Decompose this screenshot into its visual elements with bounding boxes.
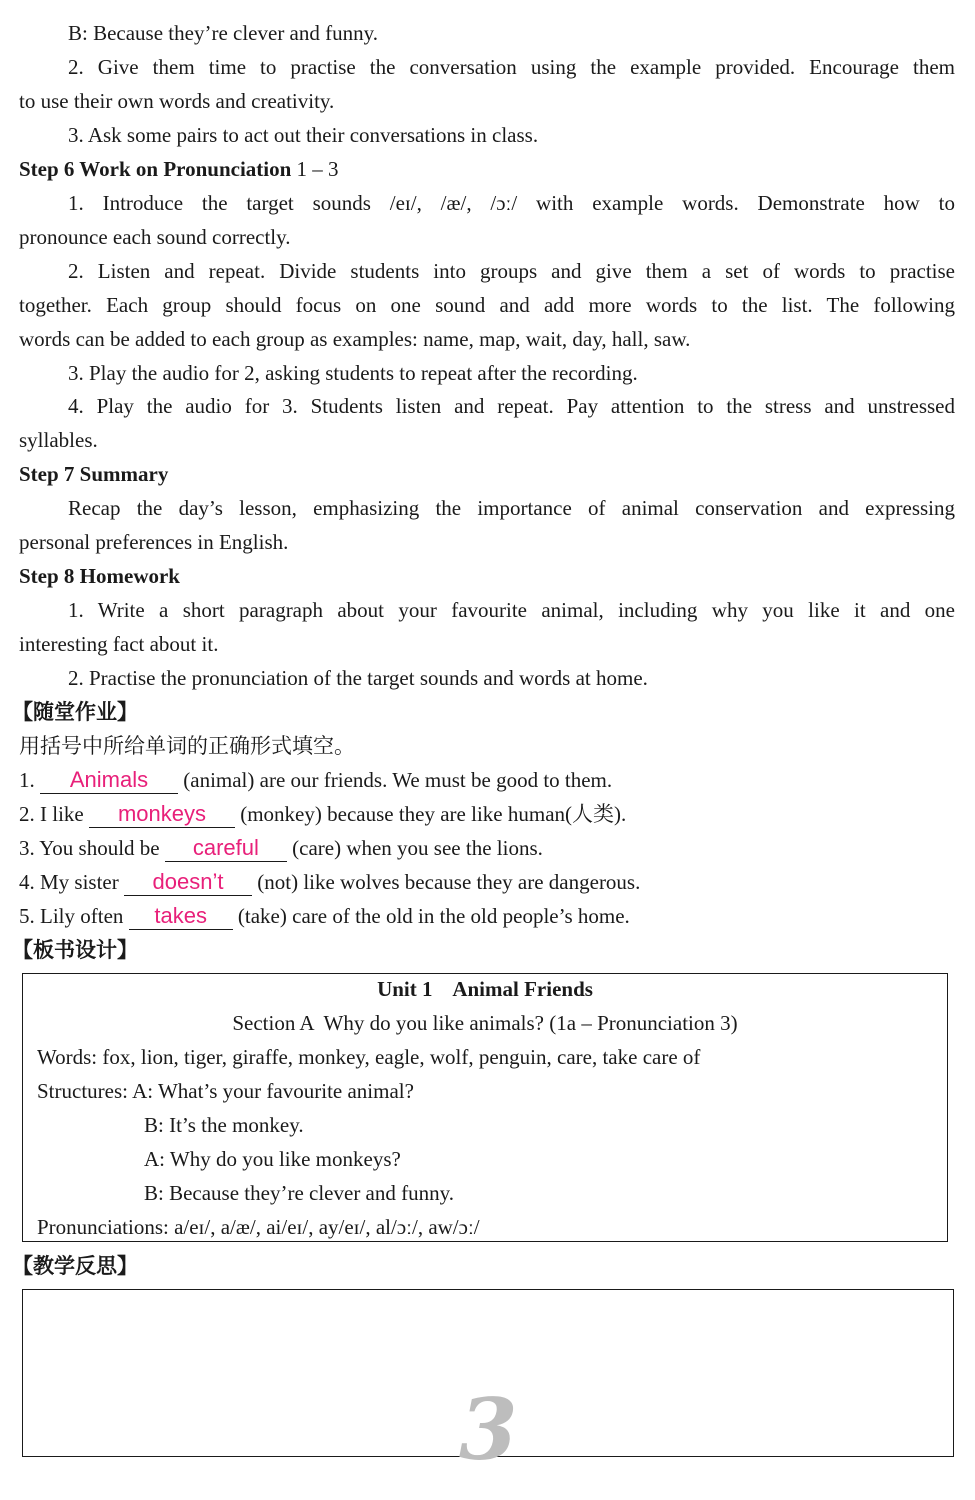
- step8-item1-line2: interesting fact about it.: [19, 632, 219, 656]
- classwork-heading: 【随堂作业】: [12, 700, 138, 724]
- exercise-suffix: (care) when you see the lions.: [292, 836, 543, 860]
- board-subtitle: Section A Why do you like animals? (1a – Pronunciation 3): [232, 1011, 738, 1035]
- classwork-instruction: 用括号中所给单词的正确形式填空。: [19, 734, 355, 758]
- step6-item4-line1: 4. Play the audio for 3. Students listen and repeat. Pay attention to the stress and unstressed: [68, 394, 955, 418]
- step8-heading: [19, 559, 955, 593]
- board-design-box: [22, 973, 948, 1242]
- exercise-prefix: 4. My sister: [19, 870, 119, 894]
- exercise-item: [19, 899, 955, 933]
- board-structure-b1: B: It’s the monkey.: [144, 1113, 304, 1137]
- answer-blank[interactable]: [129, 902, 233, 930]
- step6-range: 1 – 3: [296, 157, 339, 181]
- answer-blank[interactable]: [89, 800, 235, 828]
- exercise-prefix: 2. I like: [19, 802, 84, 826]
- exercise-prefix: 1.: [19, 768, 35, 792]
- answer-blank[interactable]: [124, 868, 252, 896]
- exercise-prefix: 5. Lily often: [19, 904, 124, 928]
- step8-item2: 2. Practise the pronunciation of the target sounds and words at home.: [68, 666, 648, 690]
- answer-blank[interactable]: [165, 834, 287, 862]
- board-title: Unit 1 Animal Friends: [377, 977, 593, 1001]
- answer-text: takes: [154, 903, 207, 928]
- exercise-item: [19, 797, 955, 831]
- board-structure-a2: A: Why do you like monkeys?: [144, 1147, 401, 1171]
- step6-item2-line3: words can be added to each group as examples: name, map, wait, day, hall, saw.: [19, 327, 691, 351]
- exercise-suffix: (animal) are our friends. We must be good to them.: [183, 768, 613, 792]
- page-number: 3: [459, 1380, 518, 1479]
- step6-heading: [19, 152, 955, 186]
- board-pronunciations: Pronunciations: a/eɪ/, a/æ/, ai/eɪ/, ay/eɪ/, al/ɔː/, aw/ɔː/: [37, 1215, 480, 1239]
- step6-item2-line1: 2. Listen and repeat. Divide students into groups and give them a set of words to practise: [68, 259, 955, 283]
- board-words: Words: fox, lion, tiger, giraffe, monkey, eagle, wolf, penguin, care, take care of: [37, 1045, 701, 1069]
- answer-text: doesn’t: [152, 869, 224, 894]
- exercise-item: [19, 831, 955, 865]
- step8-label: Step 8 Homework: [19, 564, 180, 588]
- step6-item1-line2: pronounce each sound correctly.: [19, 225, 291, 249]
- step7-line1: Recap the day’s lesson, emphasizing the importance of animal conservation and expressing: [68, 496, 955, 520]
- step7-line2: personal preferences in English.: [19, 530, 289, 554]
- answer-text: Animals: [69, 767, 149, 792]
- step8-item1-line1: 1. Write a short paragraph about your favourite animal, including why you like it and one: [68, 598, 955, 622]
- answer-blank[interactable]: [40, 766, 178, 794]
- exercise-item: [19, 865, 955, 899]
- step7-label: Step 7 Summary: [19, 462, 169, 486]
- answer-text: monkeys: [117, 801, 206, 826]
- step5-item2-line2: to use their own words and creativity.: [19, 89, 335, 113]
- exercise-prefix: 3. You should be: [19, 836, 160, 860]
- exercise-suffix: (not) like wolves because they are dangerous.: [257, 870, 641, 894]
- step6-item3: 3. Play the audio for 2, asking students to repeat after the recording.: [68, 361, 638, 385]
- step7-heading: [19, 457, 955, 491]
- board-heading: 【板书设计】: [12, 938, 138, 962]
- step6-item1-line1: 1. Introduce the target sounds /eɪ/, /æ/, /ɔː/ with example words. Demonstrate how to: [68, 191, 955, 215]
- reflection-heading: 【教学反思】: [12, 1254, 138, 1278]
- exercise-suffix: (monkey) because they are like human(人类).: [240, 802, 627, 826]
- board-structure-a1: Structures: A: What’s your favourite animal?: [37, 1079, 414, 1103]
- answer-text: careful: [192, 835, 259, 860]
- board-structure-b2: B: Because they’re clever and funny.: [144, 1181, 455, 1205]
- dialogue-line-b: B: Because they’re clever and funny.: [68, 21, 379, 45]
- step5-item2-line1: 2. Give them time to practise the conversation using the example provided. Encourage them: [68, 55, 955, 79]
- step6-item2-line2: together. Each group should focus on one sound and add more words to the list. The following: [19, 293, 955, 317]
- step6-item4-line2: syllables.: [19, 428, 98, 452]
- exercise-suffix: (take) care of the old in the old people’s home.: [237, 904, 630, 928]
- step5-item3: 3. Ask some pairs to act out their conversations in class.: [68, 123, 539, 147]
- exercise-item: [19, 763, 955, 797]
- step6-label: Step 6 Work on Pronunciation: [19, 157, 292, 181]
